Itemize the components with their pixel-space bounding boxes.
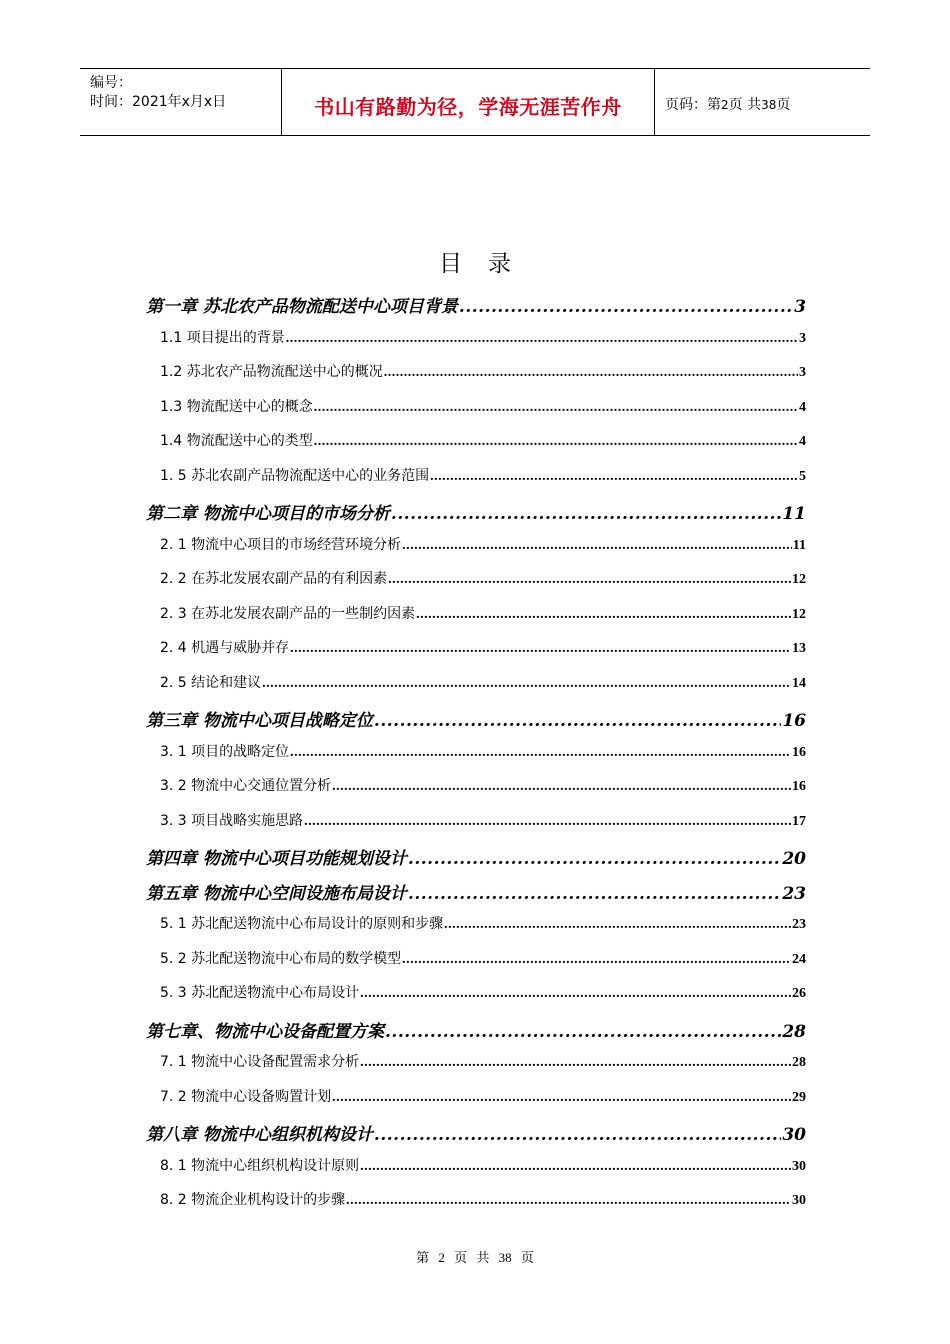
toc-dot-leader (360, 986, 791, 1002)
toc-chapter-entry[interactable] (146, 499, 806, 524)
toc-dot-leader (314, 400, 798, 416)
toc-section-entry[interactable] (160, 1189, 806, 1209)
header-motto: 书山有路勤为径，学海无涯苦作舟 (314, 95, 622, 119)
toc-title: 目录 (439, 251, 537, 277)
toc-chapter-entry[interactable] (146, 844, 806, 869)
toc-section-entry[interactable] (160, 982, 806, 1002)
toc-chapter-entry[interactable] (146, 1120, 806, 1145)
toc-entry-page: 28 (782, 1021, 806, 1042)
toc-entry-title: 第七章、物流中心设备配置方案 (146, 1021, 384, 1042)
toc-entry-page: 12 (792, 606, 806, 622)
page-mid: 页 共 (728, 97, 762, 113)
toc-entry-page: 24 (792, 951, 806, 967)
toc-dot-leader (416, 607, 791, 623)
toc-entry-title: 第一章 苏北农产品物流配送中心项目背景 (146, 297, 458, 317)
toc-dot-leader (304, 814, 791, 830)
toc-entry-title: 1.2 苏北农产品物流配送中心的概况 (160, 364, 383, 380)
toc-section-entry[interactable] (160, 534, 806, 554)
toc-section-entry[interactable] (160, 775, 806, 795)
toc-section-entry[interactable] (160, 465, 806, 485)
toc-dot-leader (388, 572, 791, 588)
toc-entry-page: 16 (792, 779, 806, 794)
toc-entry-title: 2. 3 在苏北发展农副产品的一些制约因素 (160, 605, 416, 622)
toc-entry-page: 30 (792, 1193, 806, 1208)
toc-section-entry[interactable] (160, 568, 806, 588)
toc-dot-leader (459, 297, 793, 317)
toc-entry-title: 3. 1 项目的战略定位 (160, 743, 290, 760)
toc-dot-leader (332, 1090, 791, 1106)
time-label: 时间：2021年x月x日 (90, 94, 227, 110)
toc-entry-page: 13 (792, 641, 806, 656)
toc-section-entry[interactable] (160, 430, 806, 450)
toc-section-entry[interactable] (160, 672, 806, 692)
toc-entry-page: 20 (782, 849, 806, 869)
toc-dot-leader (346, 1193, 791, 1209)
toc-dot-leader (408, 884, 781, 904)
toc-entry-page: 30 (782, 1125, 806, 1145)
toc-entry-title: 1.1 项目提出的背景 (160, 329, 285, 346)
page-current: 2 (721, 98, 729, 112)
toc-entry-page: 14 (792, 675, 806, 691)
toc-entry-title: 5. 3 苏北配送物流中心布局设计 (160, 985, 360, 1001)
toc-chapter-entry[interactable] (146, 879, 806, 904)
page-header (80, 68, 870, 136)
toc-entry-title: 2. 1 物流中心项目的市场经营环境分析 (160, 536, 402, 553)
toc-section-entry[interactable] (160, 396, 806, 416)
page-total: 38 (761, 98, 777, 112)
toc-entry-title: 1.3 物流配送中心的概念 (160, 398, 313, 415)
toc-entry-title: 5. 1 苏北配送物流中心布局设计的原则和步骤 (160, 916, 444, 932)
toc-entry-page: 5 (799, 468, 806, 484)
toc-section-entry[interactable] (160, 637, 806, 657)
toc-entry-title: 第四章 物流中心项目功能规划设计 (146, 849, 407, 869)
toc-section-entry[interactable] (160, 913, 806, 933)
page-footer: 第 2 页 共 38 页 (416, 1250, 534, 1265)
toc-entry-page: 12 (792, 572, 806, 587)
header-page-info (665, 94, 790, 114)
toc-dot-leader (384, 365, 798, 381)
toc-entry-title: 第三章 物流中心项目战略定位 (146, 711, 373, 731)
toc-entry-title: 第八章 物流中心组织机构设计 (146, 1125, 373, 1145)
toc-dot-leader (360, 1055, 791, 1071)
toc-entry-page: 30 (792, 1158, 806, 1174)
header-right-cell (655, 69, 870, 135)
toc-dot-leader (262, 676, 791, 692)
toc-entry-title: 2. 5 结论和建议 (160, 674, 262, 691)
page-prefix: 页码：第 (665, 97, 721, 113)
toc-entry-page: 11 (792, 537, 806, 553)
header-left-cell (80, 69, 282, 135)
toc-entry-title: 2. 4 机遇与威胁并存 (160, 640, 290, 656)
toc-entry-page: 16 (792, 744, 806, 760)
toc-dot-leader (314, 434, 798, 450)
toc-entry-page: 29 (792, 1089, 806, 1105)
toc-entry-page: 3 (794, 297, 806, 317)
toc-entry-page: 11 (782, 504, 806, 524)
toc-section-entry[interactable] (160, 603, 806, 623)
toc-dot-leader (408, 849, 781, 869)
toc-entry-page: 4 (799, 434, 806, 449)
toc-entry-title: 8. 2 物流企业机构设计的步骤 (160, 1192, 346, 1208)
toc-section-entry[interactable] (160, 810, 806, 830)
page-suffix: 页 (776, 97, 791, 113)
toc-dot-leader (286, 331, 798, 347)
toc-entry-title: 第二章 物流中心项目的市场分析 (146, 504, 390, 524)
toc-entry-title: 1.4 物流配送中心的类型 (160, 433, 313, 449)
toc-entry-page: 3 (799, 365, 806, 380)
toc-entry-page: 28 (792, 1055, 806, 1070)
toc-entry-page: 17 (792, 813, 806, 829)
toc-dot-leader (402, 952, 791, 968)
toc-dot-leader (391, 504, 781, 524)
toc-chapter-entry[interactable] (146, 706, 806, 731)
toc-entry-title: 3. 3 项目战略实施思路 (160, 812, 304, 829)
toc-chapter-entry[interactable] (146, 292, 806, 317)
toc-dot-leader (430, 469, 798, 485)
toc-dot-leader (444, 917, 791, 933)
toc-section-entry[interactable] (160, 1086, 806, 1106)
toc-dot-leader (374, 1125, 781, 1145)
toc-chapter-entry[interactable] (146, 1017, 806, 1042)
toc-dot-leader (385, 1022, 781, 1042)
toc-entry-page: 3 (799, 330, 806, 346)
toc-entry-title: 第五章 物流中心空间设施布局设计 (146, 883, 407, 904)
toc-entry-page: 23 (782, 883, 806, 904)
toc-section-entry[interactable] (160, 741, 806, 761)
toc-section-entry[interactable] (160, 948, 806, 968)
serial-label: 编号： (90, 75, 132, 91)
toc-dot-leader (360, 1159, 791, 1175)
toc-section-entry[interactable] (160, 1051, 806, 1071)
toc-entry-title: 1. 5 苏北农副产品物流配送中心的业务范围 (160, 467, 430, 484)
toc-entry-title: 5. 2 苏北配送物流中心布局的数学模型 (160, 950, 402, 967)
toc-entry-page: 23 (792, 917, 806, 932)
toc-entry-title: 2. 2 在苏北发展农副产品的有利因素 (160, 571, 388, 587)
toc-entry-title: 7. 1 物流中心设备配置需求分析 (160, 1054, 360, 1070)
toc-entry-page: 16 (782, 711, 806, 731)
toc-section-entry[interactable] (160, 327, 806, 347)
toc-entry-page: 4 (799, 399, 806, 415)
toc-dot-leader (402, 538, 792, 554)
header-middle-cell (282, 69, 655, 135)
toc-dot-leader (290, 745, 791, 761)
toc-dot-leader (332, 779, 791, 795)
toc-entry-page: 26 (792, 986, 806, 1001)
toc-section-entry[interactable] (160, 1155, 806, 1175)
toc-dot-leader (374, 711, 781, 731)
toc-section-entry[interactable] (160, 361, 806, 381)
toc-entry-title: 3. 2 物流中心交通位置分析 (160, 778, 332, 794)
toc-dot-leader (290, 641, 791, 657)
toc-entry-title: 8. 1 物流中心组织机构设计原则 (160, 1157, 360, 1174)
toc-entry-title: 7. 2 物流中心设备购置计划 (160, 1088, 332, 1105)
